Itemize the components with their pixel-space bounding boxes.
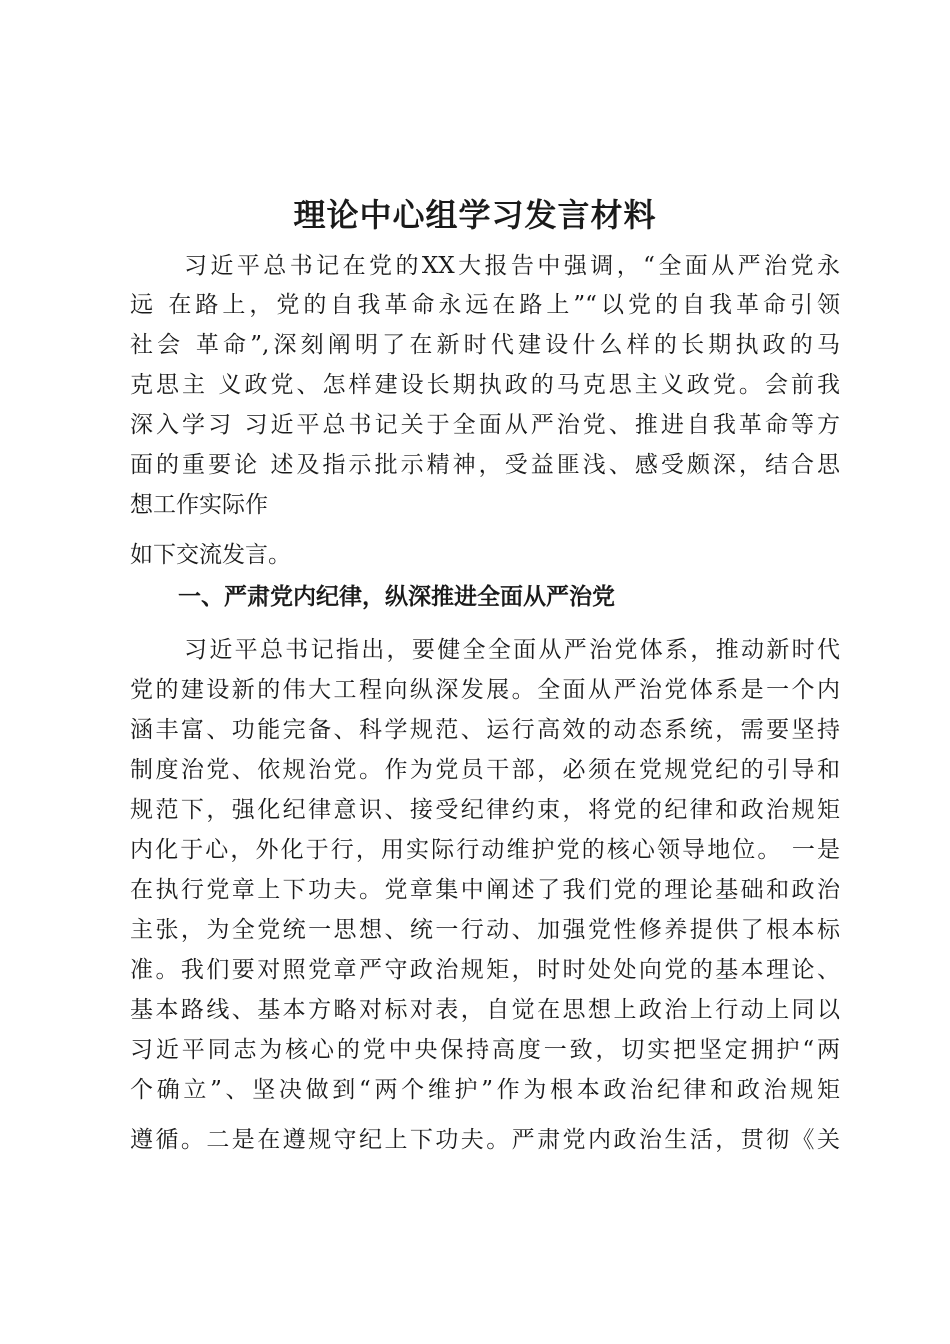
body-line: 涵丰富、功能完备、科学规范、运行高效的动态系统，需要坚持 xyxy=(130,717,840,743)
intro-line: 克思主 义政党、怎样建设长期执政的马克思主义政党。会前我 xyxy=(130,372,840,398)
intro-line: 深入学习 习近平总书记关于全面从严治党、推进自我革命等方 xyxy=(130,412,840,438)
intro-line: 面的重要论 述及指示批示精神，受益匪浅、感受颇深，结合思 xyxy=(130,452,840,478)
body-line: 基本路线、基本方略对标对表，自觉在思想上政治上行动上同以 xyxy=(130,997,840,1023)
intro-line: 远 在路上，党的自我革命永远在路上”“以党的自我革命引领 xyxy=(130,292,840,318)
body-line: 党的建设新的伟大工程向纵深发展。全面从严治党体系是一个内 xyxy=(130,677,840,703)
intro-line: 习近平总书记在党的XX大报告中强调，“全面从严治党永 xyxy=(184,253,840,279)
section-heading: 一、严肃党内纪律，纵深推进全面从严治党 xyxy=(178,584,615,610)
body-line: 习近平同志为核心的党中央保持高度一致，切实把坚定拥护“两 xyxy=(130,1037,840,1063)
body-line: 个确立”、坚决做到“两个维护”作为根本政治纪律和政治规矩 xyxy=(130,1077,840,1103)
body-line: 在执行党章上下功夫。党章集中阐述了我们党的理论基础和政治 xyxy=(130,877,840,903)
body-line: 规范下，强化纪律意识、接受纪律约束，将党的纪律和政治规矩 xyxy=(130,797,840,823)
intro-line: 想工作实际作 xyxy=(130,492,268,518)
intro-end-line: 如下交流发言。 xyxy=(130,542,291,568)
body-line: 制度治党、依规治党。作为党员干部，必须在党规党纪的引导和 xyxy=(130,757,840,783)
body-line: 遵循。二是在遵规守纪上下功夫。严肃党内政治生活，贯彻《关 xyxy=(130,1127,840,1153)
document-title: 理论中心组学习发言材料 xyxy=(293,196,657,234)
body-line: 习近平总书记指出，要健全全面从严治党体系，推动新时代 xyxy=(184,637,840,663)
body-line: 准。我们要对照党章严守政治规矩，时时处处向党的基本理论、 xyxy=(130,957,840,983)
body-line: 主张，为全党统一思想、统一行动、加强党性修养提供了根本标 xyxy=(130,917,840,943)
body-line: 内化于心，外化于行，用实际行动维护党的核心领导地位。 一是 xyxy=(130,837,840,863)
intro-line: 社会 革命”,深刻阐明了在新时代建设什么样的长期执政的马 xyxy=(130,332,840,358)
